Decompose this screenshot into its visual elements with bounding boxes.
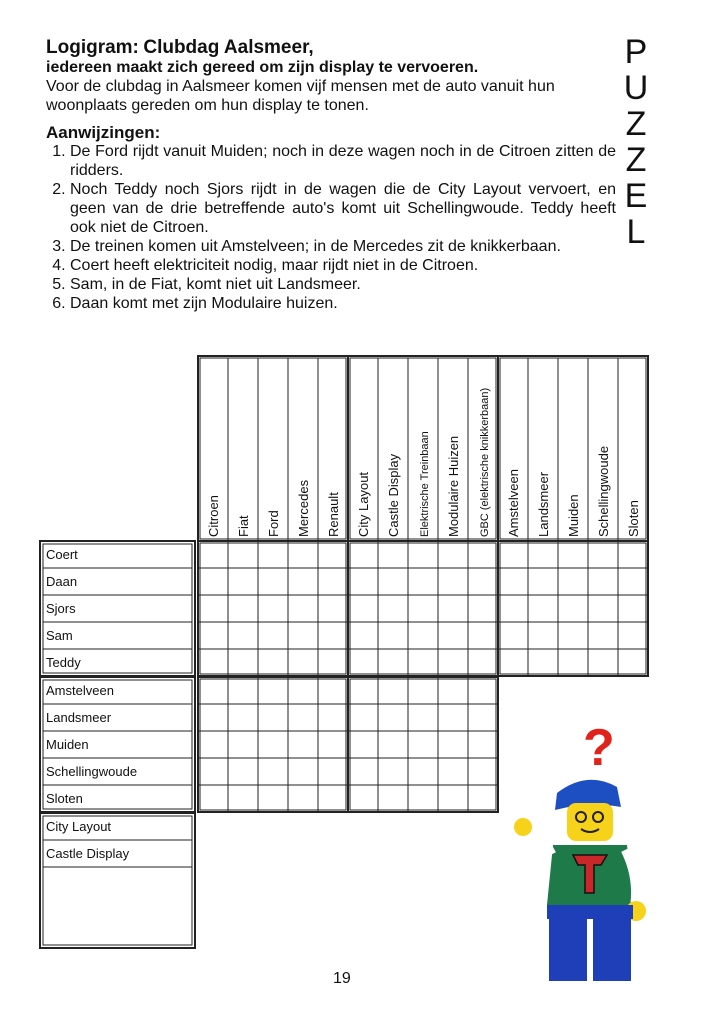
left-hand-icon: [514, 818, 532, 836]
hips-icon: [547, 905, 633, 919]
column-label-display: GBC (elektrische knikkerbaan): [479, 387, 491, 537]
lego-minifigure-illustration: [505, 715, 655, 990]
cell-block: [198, 677, 348, 812]
side-letter: U: [623, 69, 649, 107]
clue: 4. Coert heeft elektriciteit nodig, maar rijdt niet in de Citroen.: [70, 256, 616, 275]
column-label-town: Amstelveen: [506, 469, 521, 537]
column-label-car: Citroen: [206, 495, 221, 537]
clue: 1. De Ford rijdt vanuit Muiden; noch in deze wagen noch in de Citroen zitten de ridders.: [70, 142, 616, 180]
cell-block: [198, 541, 348, 676]
cell-block-inner: [350, 543, 496, 674]
clue: 2. Noch Teddy noch Sjors rijdt in de wagen die de City Layout vervoert, en geen van de drie betreffende auto's komt uit Schellingwoude. Teddy heeft ook niet de Citroen.: [70, 180, 616, 237]
clue: 5. Sam, in de Fiat, komt niet uit Landsmeer.: [70, 275, 616, 294]
row-label-town: Amstelveen: [46, 683, 114, 698]
row-label-person: Sam: [46, 628, 73, 643]
side-letter: Z: [625, 141, 647, 179]
column-label-car: Ford: [266, 510, 281, 537]
clue: 3. De treinen komen uit Amstelveen; in de Mercedes zit de knikkerbaan.: [70, 237, 616, 256]
puzzle-subtitle: Clubdag Aalsmeer,: [143, 37, 314, 58]
row-label-person: Sjors: [46, 601, 76, 616]
clues-heading: Aanwijzingen:: [46, 123, 161, 142]
clue: 6. Daan komt met zijn Modulaire huizen.: [70, 294, 616, 313]
row-label-display: City Layout: [46, 819, 112, 834]
cell-block-inner: [200, 543, 346, 674]
puzzle-title: Logigram:: [46, 37, 139, 58]
page-number: 19: [333, 970, 351, 987]
cell-block: [348, 541, 498, 676]
side-letter: Z: [625, 105, 647, 143]
row-label-town: Sloten: [46, 791, 83, 806]
column-label-town: Landsmeer: [536, 471, 551, 537]
side-letter: L: [626, 213, 646, 251]
column-label-town: Muiden: [566, 494, 581, 537]
intro-text: Voor de clubdag in Aalsmeer komen vijf mensen met de auto vanuit hun woonplaats gereden om hun display te tonen.: [46, 78, 555, 114]
column-label-car: Renault: [326, 492, 341, 537]
cell-block-inner: [200, 679, 346, 810]
row-label-town: Muiden: [46, 737, 89, 752]
row-label-group-inner: [43, 816, 192, 945]
column-label-town: Sloten: [626, 500, 641, 537]
column-label-display: City Layout: [356, 471, 371, 537]
row-label-town: Landsmeer: [46, 710, 112, 725]
column-label-town: Schellingwoude: [596, 445, 611, 537]
left-leg-icon: [549, 919, 587, 981]
cell-block: [498, 541, 648, 676]
cell-block-inner: [500, 543, 646, 674]
question-mark: ?: [583, 719, 615, 777]
row-label-person: Daan: [46, 574, 78, 589]
side-letter: P: [624, 33, 648, 71]
row-label-person: Teddy: [46, 655, 81, 670]
headline: iedereen maakt zich gereed om zijn display te vervoeren.: [46, 59, 479, 76]
head-icon: [567, 803, 613, 841]
side-letter: E: [624, 177, 648, 215]
column-label-car: Fiat: [236, 515, 251, 537]
column-label-car: Mercedes: [296, 479, 311, 537]
cell-block: [348, 677, 498, 812]
cell-block-inner: [350, 679, 496, 810]
column-label-display: Castle Display: [386, 453, 401, 537]
left-arm-icon: [525, 833, 553, 851]
column-label-display: Elektrische Treinbaan: [419, 431, 431, 537]
row-label-person: Coert: [46, 547, 78, 562]
row-label-town: Schellingwoude: [46, 764, 138, 779]
column-label-display: Modulaire Huizen: [446, 435, 461, 537]
right-leg-icon: [593, 919, 631, 981]
row-label-display: Castle Display: [46, 846, 130, 861]
